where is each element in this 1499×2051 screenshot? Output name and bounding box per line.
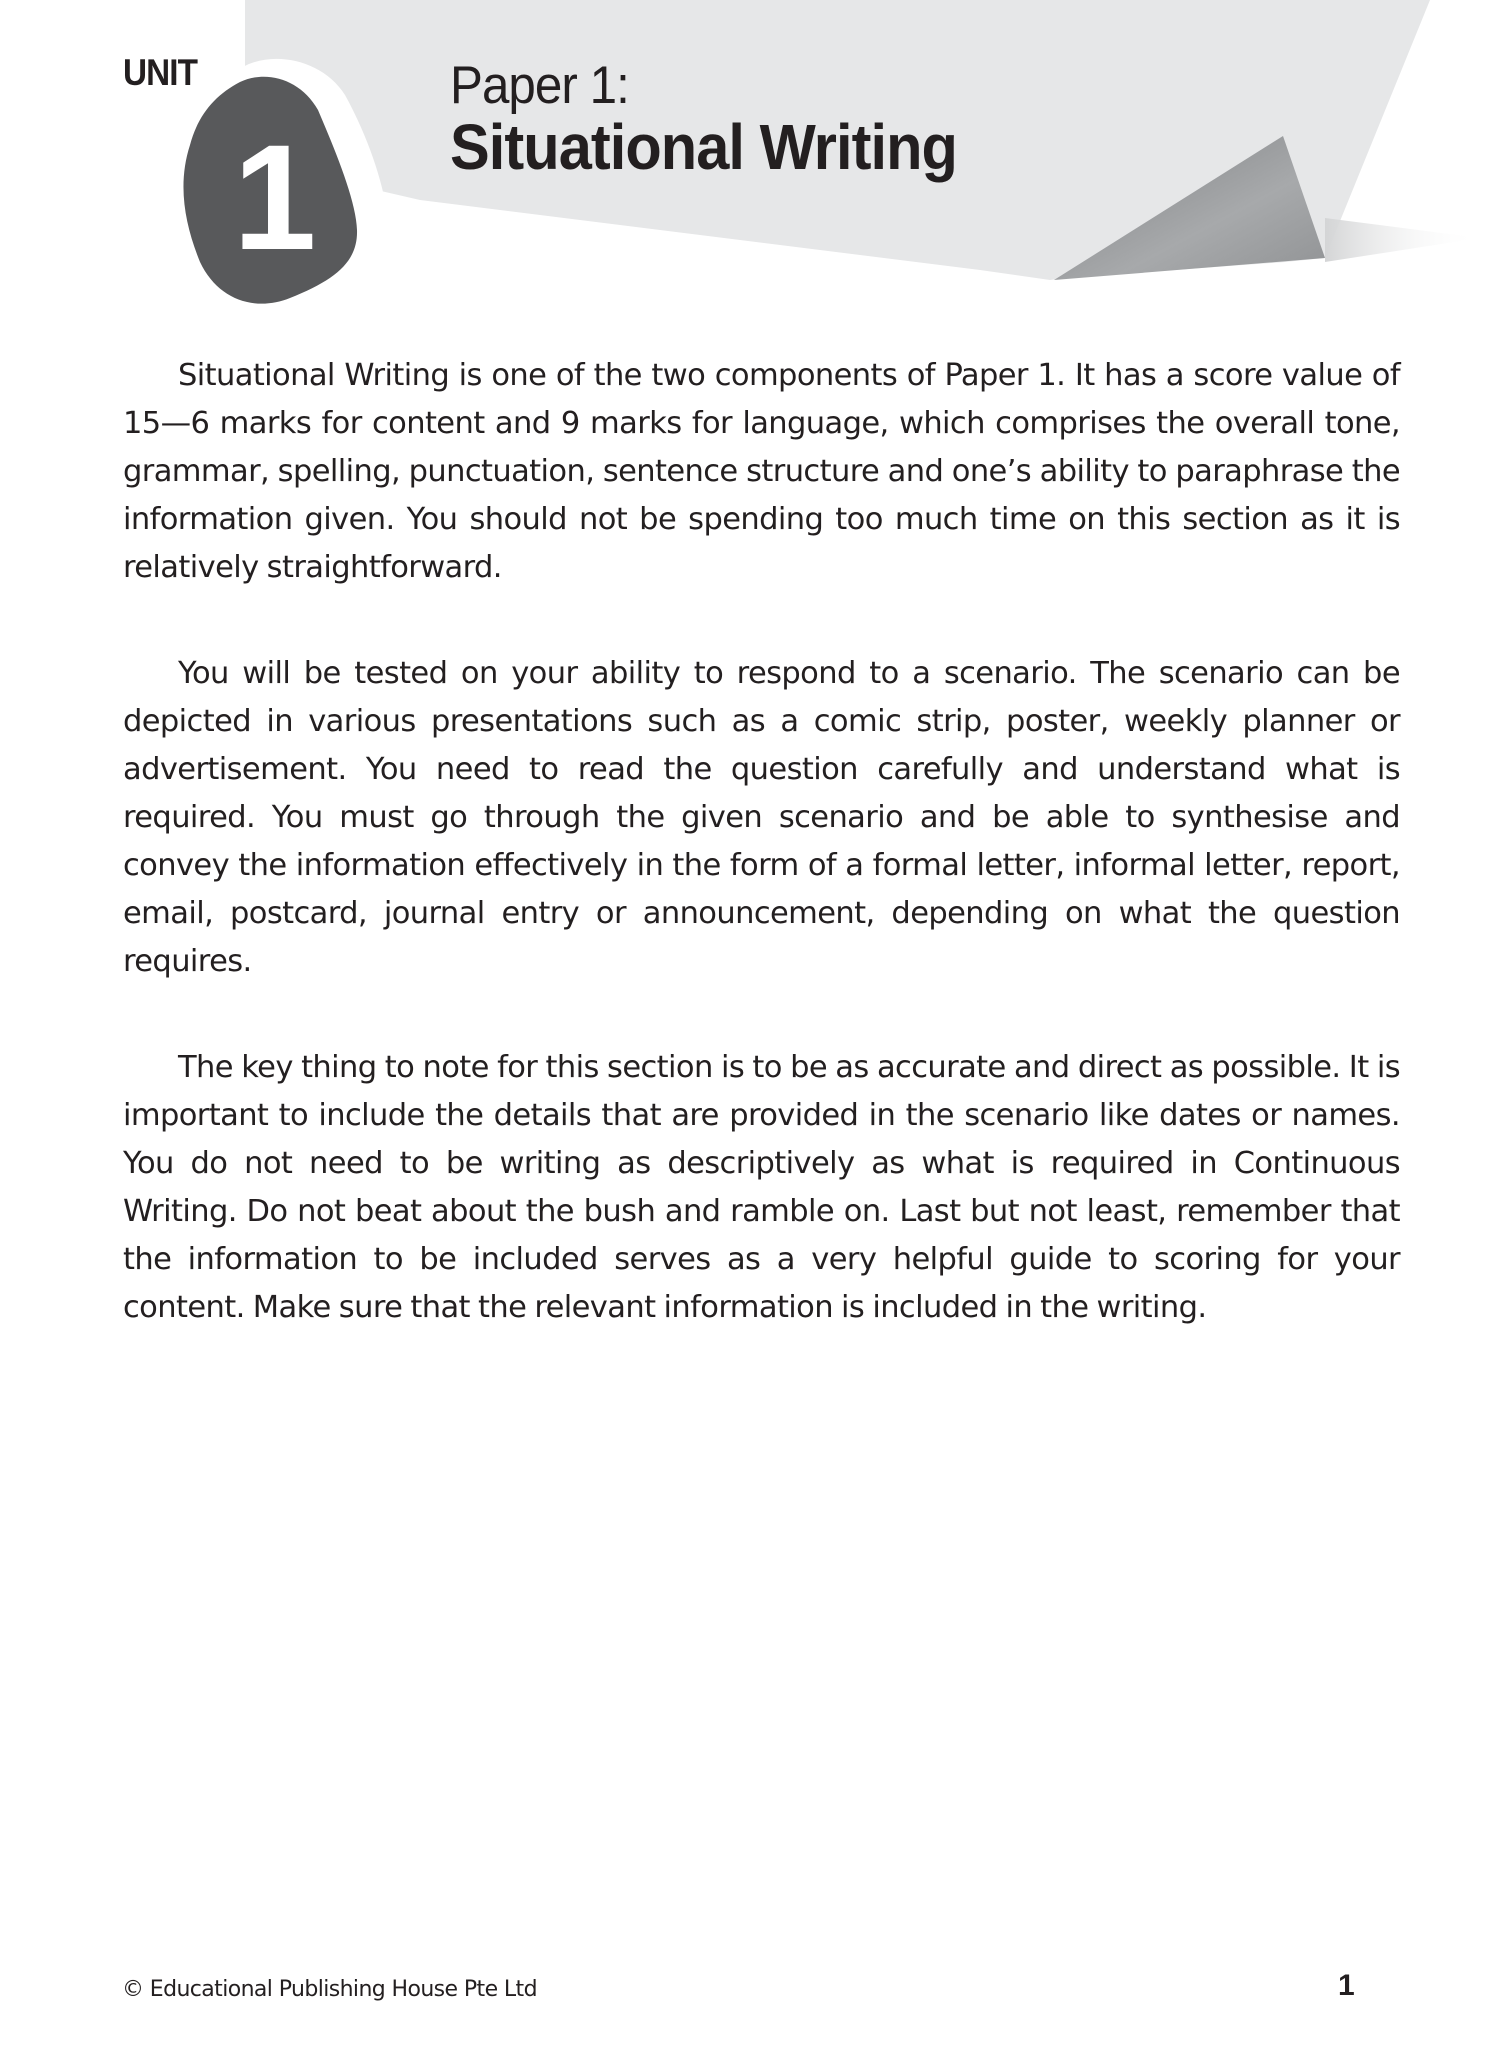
body-content	[123, 352, 1400, 1390]
unit-label: UNIT	[123, 52, 198, 93]
page-number: 1	[1338, 1969, 1355, 2002]
paragraph-3: The key thing to note for this section is to be as accurate and direct as possible. It is important to include the details that are provided in the scenario like dates or names. You do not need to be writing as descriptively as what is required in Continuous Writing. Do not beat about the bush and ramble on. Last but not least, remember that the information to be included serves as a very helpful guide to scoring for your content. Make sure that the relevant information is included in the writing.	[123, 1050, 1400, 1325]
paragraph-1: Situational Writing is one of the two components of Paper 1. It has a score value of 15—6 marks for content and 9 marks for language, which comprises the overall tone, grammar, spelling, punctuation, sentence structure and one’s ability to paraphrase the information given. You should not be spending too much time on this section as it is relatively straightforward.	[123, 358, 1400, 585]
page-curl-shadow	[1325, 218, 1480, 262]
copyright-notice: © Educational Publishing House Pte Ltd	[122, 1977, 537, 2002]
page-subtitle: Paper 1:	[450, 56, 629, 115]
paragraph-2: You will be tested on your ability to respond to a scenario. The scenario can be depicted in various presentations such as a comic strip, poster, weekly planner or advertisement. You need to read the question carefully and understand what is required. You must go through the given scenario and be able to synthesise and convey the information effectively in the form of a formal letter, informal letter, report, email, postcard, journal entry or announcement, depending on what the question requires.	[123, 656, 1400, 979]
page-title: Situational Writing	[450, 111, 957, 183]
unit-number: 1	[233, 113, 317, 281]
